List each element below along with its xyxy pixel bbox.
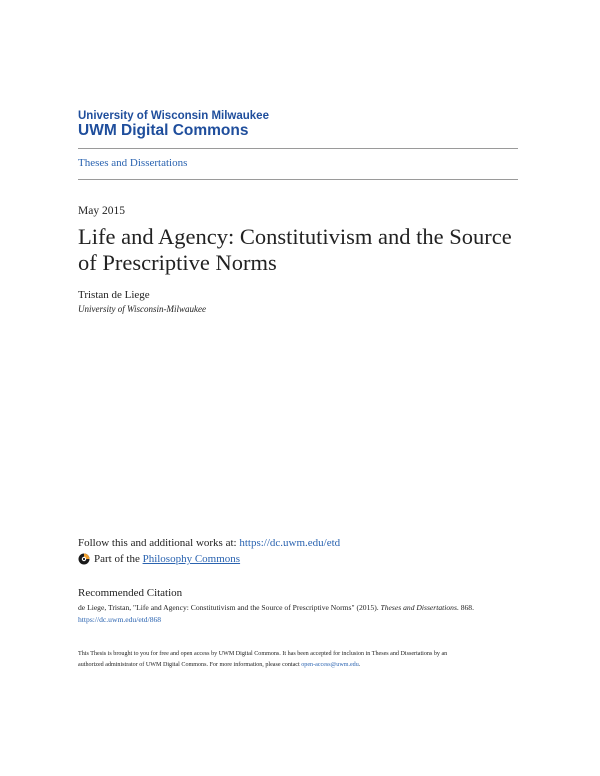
citation-series: Theses and Dissertations [380, 603, 457, 612]
access-notice [78, 649, 447, 671]
digital-commons-network-icon [78, 553, 90, 565]
series-link[interactable]: Theses and Dissertations [78, 157, 188, 169]
follow-link[interactable]: https://dc.uwm.edu/etd [239, 537, 341, 549]
header-divider [78, 148, 518, 149]
philosophy-commons-link[interactable]: Philosophy Commons [142, 553, 241, 565]
author-name: Tristan de Liege [78, 289, 150, 301]
notice-suffix: . [358, 662, 361, 668]
notice-prefix: authorized administrator of UWM Digital Commons. For more information, please contact [78, 662, 302, 668]
document-title: Life and Agency: Constitutivism and the Source of Prescriptive Norms [78, 224, 512, 275]
citation-number: . 868. [456, 603, 474, 612]
institution-name[interactable]: University of Wisconsin Milwaukee [78, 110, 269, 122]
citation-body: de Liege, Tristan, "Life and Agency: Constitutivism and the Source of Prescriptive Norms" (2015). [78, 603, 381, 612]
author-affiliation: University of Wisconsin-Milwaukee [78, 304, 206, 314]
repository-name[interactable]: UWM Digital Commons [78, 122, 249, 139]
part-of-label: Part of the [94, 553, 140, 565]
follow-label: Follow this and additional works at: [78, 537, 240, 549]
part-of-line [78, 553, 240, 565]
citation-heading: Recommended Citation [78, 587, 183, 599]
citation-text [78, 603, 474, 612]
citation-url[interactable]: https://dc.uwm.edu/etd/868 [78, 615, 162, 624]
contact-email-link[interactable]: open-access@uwm.edu [301, 662, 359, 668]
follow-line [78, 537, 340, 549]
publication-date: May 2015 [78, 205, 125, 217]
series-divider [78, 179, 518, 180]
notice-line-1: This Thesis is brought to you for free and open access by UWM Digital Commons. It has been accepted for inclusion in Theses and Dissertations by an [78, 651, 448, 657]
notice-line-2 [78, 660, 447, 671]
